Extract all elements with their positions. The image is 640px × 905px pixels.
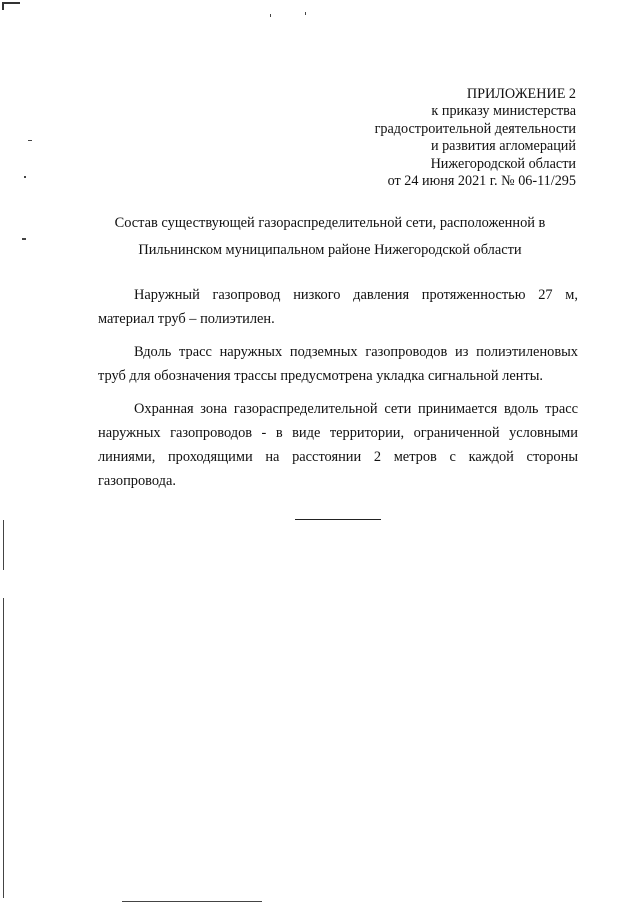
- body-paragraph: Вдоль трасс наружных подземных газопроводов из полиэтиленовых труб для обозначения трассы предусмотрена укладка сигнальной ленты.: [98, 344, 578, 384]
- appendix-date-number: от 24 июня 2021 г. № 06-11/295: [387, 173, 576, 190]
- appendix-line: градостроительной деятельности: [374, 120, 576, 137]
- scan-speck: [24, 176, 26, 178]
- end-divider: [295, 519, 381, 520]
- scan-speck: [270, 14, 271, 17]
- title-line: Пильнинском муниципальном районе Нижегородской области: [138, 242, 522, 258]
- document-title: [80, 210, 580, 264]
- bottom-rule: [122, 901, 262, 902]
- scan-corner-mark: [2, 2, 20, 10]
- scan-speck: [22, 238, 26, 240]
- appendix-title: ПРИЛОЖЕНИЕ 2: [466, 86, 576, 102]
- document-body: [98, 283, 578, 502]
- body-paragraph: Наружный газопровод низкого давления протяженностью 27 м, материал труб – полиэтилен.: [98, 287, 578, 327]
- scan-speck: [3, 520, 4, 570]
- appendix-header: [375, 86, 576, 190]
- appendix-line: и развития агломераций: [430, 138, 576, 155]
- appendix-line: Нижегородской области: [430, 155, 576, 172]
- appendix-line: к приказу министерства: [431, 103, 576, 120]
- scan-speck: [305, 12, 306, 15]
- title-line: Состав существующей газораспределительной сети, расположенной в: [114, 215, 546, 231]
- scan-speck: [28, 140, 32, 141]
- body-paragraph: Охранная зона газораспределительной сети принимается вдоль трасс наружных газопроводов - в виде территории, ограниченной условными линиями, проходящими на расстоянии 2 метров с каждой стороны газопровода.: [98, 401, 578, 489]
- scan-speck: [3, 598, 4, 898]
